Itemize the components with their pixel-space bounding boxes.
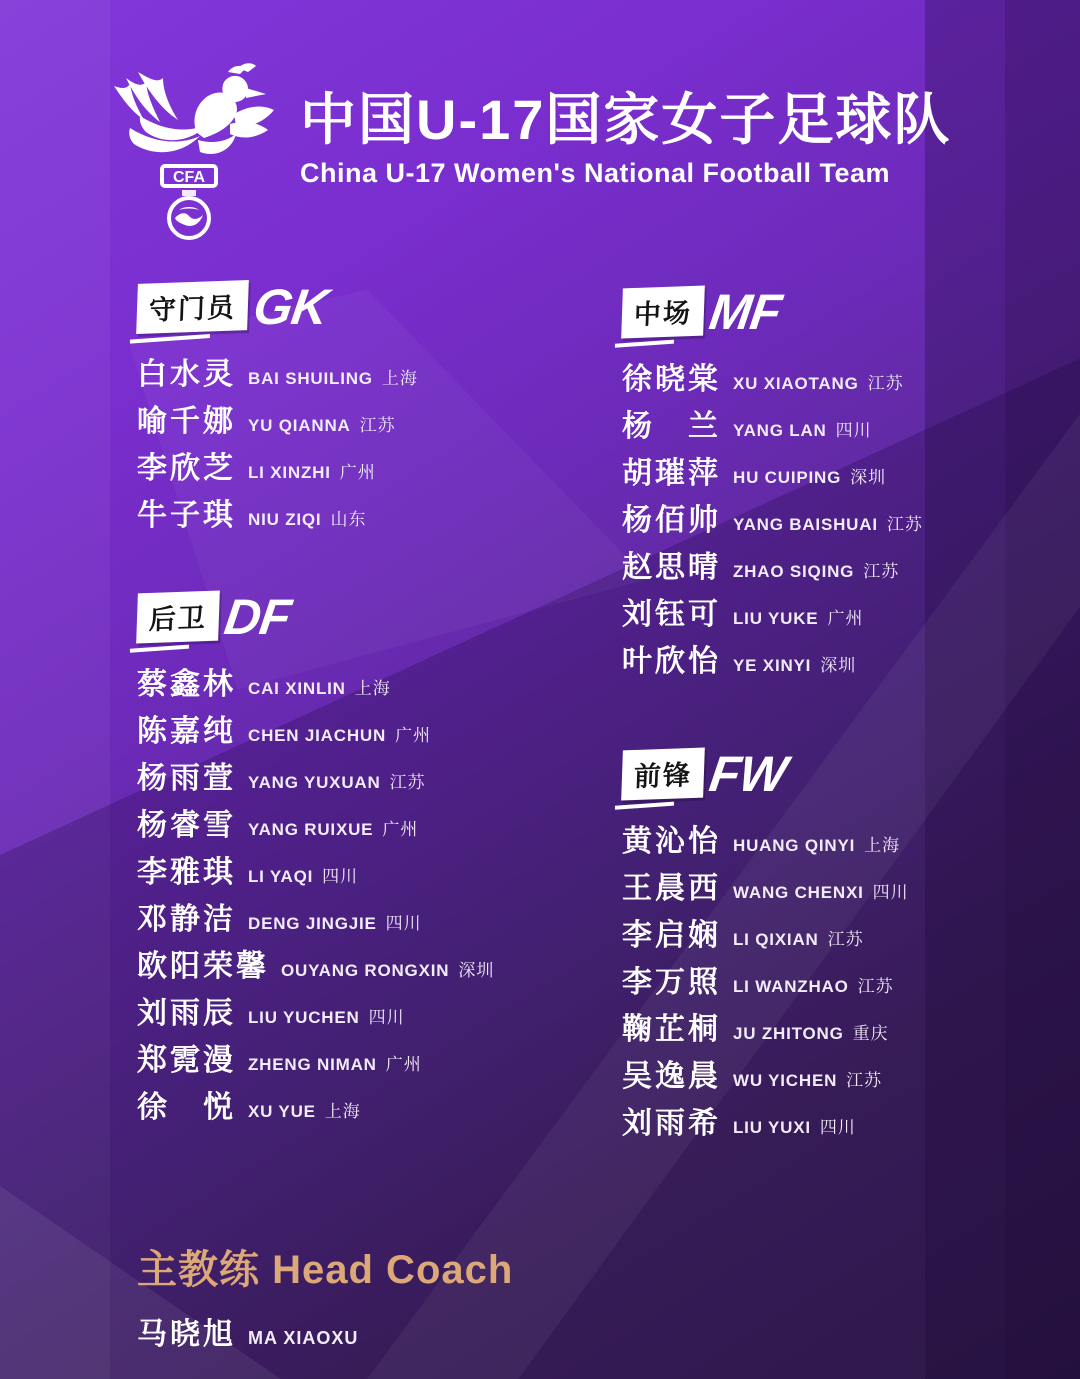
player-name-pinyin: JU ZHITONG bbox=[733, 1024, 844, 1043]
player-province: 广州 bbox=[382, 820, 419, 839]
player-row bbox=[137, 800, 607, 842]
section-header-fw bbox=[622, 746, 1080, 802]
player-row bbox=[622, 816, 1080, 858]
player-row bbox=[622, 448, 1080, 490]
head-coach-block bbox=[137, 1238, 513, 1353]
player-name-cn: 黄沁怡 bbox=[622, 825, 721, 858]
player-name-pinyin: OUYANG RONGXIN bbox=[281, 961, 450, 980]
head-coach-name-pinyin: MA XIAOXU bbox=[248, 1328, 359, 1348]
player-name-pinyin: CAI XINLIN bbox=[248, 679, 346, 698]
player-province: 重庆 bbox=[852, 1024, 889, 1043]
player-row bbox=[137, 706, 607, 748]
player-name-pinyin: YANG RUIXUE bbox=[248, 820, 374, 839]
player-row bbox=[622, 354, 1080, 396]
section-abbr-gk: GK bbox=[250, 279, 331, 335]
player-row bbox=[137, 941, 607, 983]
player-name-cn: 陈嘉纯 bbox=[137, 715, 236, 748]
player-row bbox=[622, 910, 1080, 952]
player-province: 江苏 bbox=[359, 416, 396, 435]
player-province: 山东 bbox=[330, 510, 367, 529]
player-province: 四川 bbox=[819, 1118, 856, 1137]
player-name-pinyin: LI QIXIAN bbox=[733, 930, 819, 949]
player-row bbox=[622, 1051, 1080, 1093]
player-name-cn: 白水灵 bbox=[137, 358, 236, 391]
player-name-pinyin: DENG JINGJIE bbox=[248, 914, 377, 933]
bg-strip-left bbox=[0, 0, 110, 1379]
player-name-pinyin: LI XINZHI bbox=[248, 463, 331, 482]
section-header-mf bbox=[622, 284, 1080, 340]
section-abbr-fw: FW bbox=[706, 746, 790, 802]
player-province: 广州 bbox=[385, 1055, 422, 1074]
player-province: 深圳 bbox=[820, 656, 857, 675]
player-name-pinyin: LI WANZHAO bbox=[733, 977, 849, 996]
player-row bbox=[622, 589, 1080, 631]
player-row bbox=[137, 443, 607, 485]
player-name-cn: 刘雨辰 bbox=[137, 997, 236, 1030]
head-coach-title-cn: 主教练 bbox=[137, 1248, 260, 1292]
player-province: 江苏 bbox=[867, 374, 904, 393]
player-row bbox=[622, 1098, 1080, 1140]
player-name-cn: 徐晓棠 bbox=[622, 363, 721, 396]
section-forwards bbox=[622, 746, 1080, 1145]
player-name-cn: 李欣芝 bbox=[137, 452, 236, 485]
player-row bbox=[137, 396, 607, 438]
player-name-cn: 欧阳荣馨 bbox=[137, 950, 269, 983]
player-province: 四川 bbox=[322, 867, 359, 886]
player-name-cn: 杨睿雪 bbox=[137, 809, 236, 842]
player-name-cn: 李万照 bbox=[622, 966, 721, 999]
player-row bbox=[622, 636, 1080, 678]
player-row bbox=[137, 659, 607, 701]
player-name-pinyin: YANG YUXUAN bbox=[248, 773, 381, 792]
player-name-pinyin: YU QIANNA bbox=[248, 416, 351, 435]
section-header-df bbox=[137, 589, 607, 645]
player-province: 江苏 bbox=[846, 1071, 883, 1090]
cfa-logo bbox=[100, 58, 278, 240]
player-name-pinyin: XU XIAOTANG bbox=[733, 374, 859, 393]
player-name-cn: 赵思晴 bbox=[622, 551, 721, 584]
player-province: 四川 bbox=[368, 1008, 405, 1027]
section-defenders bbox=[137, 589, 607, 1129]
player-province: 上海 bbox=[354, 679, 391, 698]
player-name-cn: 鞠芷桐 bbox=[622, 1013, 721, 1046]
player-name-cn: 刘雨希 bbox=[622, 1107, 721, 1140]
player-name-pinyin: CHEN JIACHUN bbox=[248, 726, 387, 745]
player-name-cn: 刘钰可 bbox=[622, 598, 721, 631]
player-name-cn: 杨雨萱 bbox=[137, 762, 236, 795]
cfa-text: CFA bbox=[173, 169, 205, 186]
phoenix-icon bbox=[100, 58, 278, 240]
poster-title-cn: 中国U-17国家女子足球队 bbox=[300, 88, 952, 151]
player-row bbox=[137, 1082, 607, 1124]
player-name-pinyin: BAI SHUILING bbox=[248, 369, 373, 388]
player-name-pinyin: LIU YUCHEN bbox=[248, 1008, 360, 1027]
player-name-pinyin: LIU YUKE bbox=[733, 609, 819, 628]
section-label-cn-df: 后卫 bbox=[136, 591, 220, 644]
player-name-pinyin: HU CUIPING bbox=[733, 468, 842, 487]
section-label-cn-mf: 中场 bbox=[621, 286, 705, 339]
player-name-cn: 郑霓漫 bbox=[137, 1044, 236, 1077]
player-name-pinyin: YANG LAN bbox=[733, 421, 827, 440]
player-name-pinyin: NIU ZIQI bbox=[248, 510, 322, 529]
head-coach-name-cn: 马晓旭 bbox=[137, 1318, 236, 1351]
player-row bbox=[622, 495, 1080, 537]
player-name-pinyin: ZHAO SIQING bbox=[733, 562, 855, 581]
player-province: 江苏 bbox=[857, 977, 894, 996]
player-name-cn: 王晨西 bbox=[622, 872, 721, 905]
head-coach-title bbox=[137, 1238, 513, 1295]
player-row bbox=[622, 957, 1080, 999]
player-province: 江苏 bbox=[886, 515, 923, 534]
player-province: 广州 bbox=[827, 609, 864, 628]
player-row bbox=[137, 1035, 607, 1077]
section-header-gk bbox=[137, 279, 607, 335]
player-row bbox=[622, 863, 1080, 905]
player-name-cn: 李雅琪 bbox=[137, 856, 236, 889]
player-province: 深圳 bbox=[458, 961, 495, 980]
player-name-pinyin: HUANG QINYI bbox=[733, 836, 856, 855]
player-row bbox=[137, 894, 607, 936]
player-row bbox=[622, 542, 1080, 584]
player-name-cn: 李启娴 bbox=[622, 919, 721, 952]
section-label-cn-fw: 前锋 bbox=[621, 748, 705, 801]
player-name-pinyin: YE XINYI bbox=[733, 656, 812, 675]
player-name-cn: 邓静洁 bbox=[137, 903, 236, 936]
player-name-cn: 徐 悦 bbox=[137, 1091, 236, 1124]
player-province: 江苏 bbox=[389, 773, 426, 792]
player-name-cn: 胡璀萍 bbox=[622, 457, 721, 490]
section-goalkeepers bbox=[137, 279, 607, 537]
player-name-pinyin: LIU YUXI bbox=[733, 1118, 811, 1137]
player-name-cn: 叶欣怡 bbox=[622, 645, 721, 678]
bg-band-right-inner bbox=[1005, 0, 1080, 1379]
player-province: 广州 bbox=[395, 726, 432, 745]
section-abbr-mf: MF bbox=[706, 284, 785, 340]
player-name-pinyin: WANG CHENXI bbox=[733, 883, 864, 902]
player-province: 四川 bbox=[385, 914, 422, 933]
player-province: 上海 bbox=[864, 836, 901, 855]
player-name-cn: 吴逸晨 bbox=[622, 1060, 721, 1093]
player-row bbox=[622, 1004, 1080, 1046]
player-row bbox=[622, 401, 1080, 443]
head-coach-title-en: Head Coach bbox=[272, 1248, 514, 1292]
section-label-cn-gk: 守门员 bbox=[136, 280, 249, 334]
player-row bbox=[137, 988, 607, 1030]
player-name-pinyin: XU YUE bbox=[248, 1102, 316, 1121]
poster-title-block bbox=[300, 88, 980, 189]
player-province: 江苏 bbox=[827, 930, 864, 949]
player-name-pinyin: LI YAQI bbox=[248, 867, 314, 886]
player-name-cn: 杨佰帅 bbox=[622, 504, 721, 537]
player-province: 深圳 bbox=[850, 468, 887, 487]
player-province: 四川 bbox=[872, 883, 909, 902]
player-name-pinyin: WU YICHEN bbox=[733, 1071, 838, 1090]
player-province: 上海 bbox=[381, 369, 418, 388]
player-province: 广州 bbox=[339, 463, 376, 482]
player-province: 江苏 bbox=[863, 562, 900, 581]
player-row bbox=[137, 490, 607, 532]
player-row bbox=[137, 349, 607, 391]
section-midfielders bbox=[622, 284, 1080, 683]
player-row bbox=[137, 753, 607, 795]
player-name-cn: 牛子琪 bbox=[137, 499, 236, 532]
poster-title-en: China U-17 Women's National Football Team bbox=[300, 158, 890, 189]
player-province: 四川 bbox=[835, 421, 872, 440]
player-province: 上海 bbox=[324, 1102, 361, 1121]
section-abbr-df: DF bbox=[221, 589, 294, 645]
player-name-pinyin: YANG BAISHUAI bbox=[733, 515, 878, 534]
player-name-pinyin: ZHENG NIMAN bbox=[248, 1055, 377, 1074]
player-name-cn: 杨 兰 bbox=[622, 410, 721, 443]
player-name-cn: 喻千娜 bbox=[137, 405, 236, 438]
player-row bbox=[137, 847, 607, 889]
player-name-cn: 蔡鑫林 bbox=[137, 668, 236, 701]
head-coach-row bbox=[137, 1309, 513, 1353]
